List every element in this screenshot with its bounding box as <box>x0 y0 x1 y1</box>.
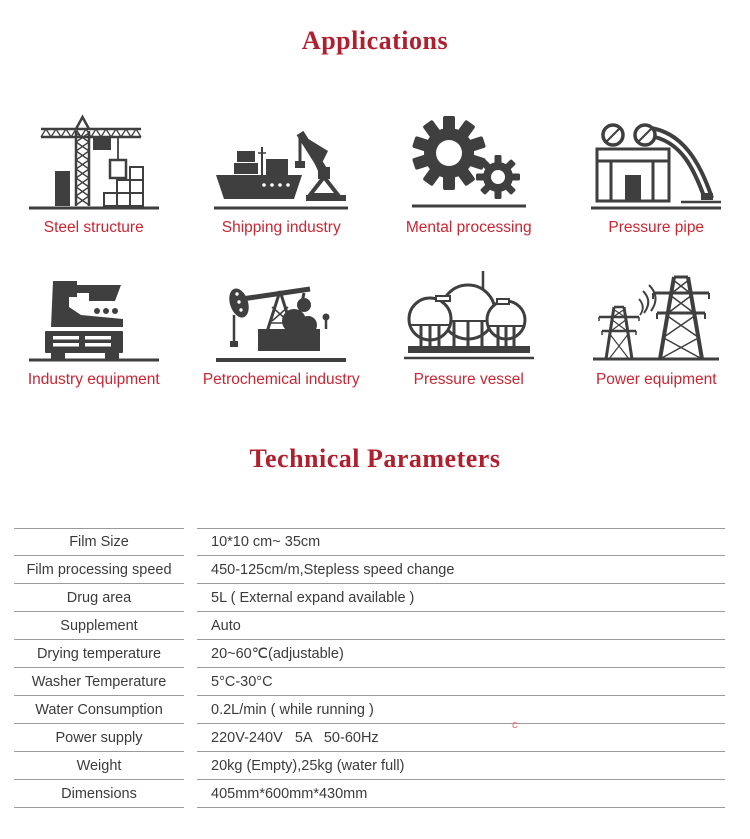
column-gap <box>184 752 197 780</box>
application-item <box>0 255 188 405</box>
pipe-building-icon <box>581 111 731 216</box>
param-name: Water Consumption <box>14 696 184 724</box>
oil-pump-jack-icon <box>206 263 356 368</box>
column-gap <box>184 724 197 752</box>
param-name: Washer Temperature <box>14 668 184 696</box>
table-row <box>14 696 725 724</box>
ship-port-crane-icon <box>206 111 356 216</box>
param-value: 0.2L/min ( while running ) <box>197 696 725 724</box>
param-value: 10*10 cm~ 35cm <box>197 528 725 556</box>
param-value: 220V-240V 5A 50-60Hz <box>197 724 725 752</box>
param-value: 20~60℃(adjustable) <box>197 640 725 668</box>
param-name: Power supply <box>14 724 184 752</box>
param-name: Drug area <box>14 584 184 612</box>
application-label: Pressure pipe <box>608 219 705 236</box>
table-row <box>14 780 725 808</box>
column-gap <box>184 584 197 612</box>
column-gap <box>184 780 197 808</box>
table-row <box>14 612 725 640</box>
param-value: 5°C-30°C <box>197 668 725 696</box>
application-label: Mental processing <box>405 219 532 236</box>
application-item <box>188 255 376 405</box>
table-row <box>14 724 725 752</box>
application-item <box>188 103 376 255</box>
param-name: Film processing speed <box>14 556 184 584</box>
param-value: 20kg (Empty),25kg (water full) <box>197 752 725 780</box>
application-label: Shipping industry <box>221 219 341 236</box>
table-row <box>14 584 725 612</box>
applications-title: Applications <box>301 26 449 55</box>
param-name: Drying temperature <box>14 640 184 668</box>
transmission-towers-icon <box>581 263 731 368</box>
param-name: Weight <box>14 752 184 780</box>
param-value: 450-125cm/m,Stepless speed change <box>197 556 725 584</box>
column-gap <box>184 556 197 584</box>
table-row <box>14 752 725 780</box>
column-gap <box>184 696 197 724</box>
application-item <box>563 255 750 405</box>
table-row <box>14 528 725 556</box>
gears-icon <box>394 111 544 216</box>
application-label: Petrochemical industry <box>202 371 360 388</box>
param-value: 405mm*600mm*430mm <box>197 780 725 808</box>
param-value: 5L ( External expand available ) <box>197 584 725 612</box>
table-row <box>14 556 725 584</box>
param-name: Dimensions <box>14 780 184 808</box>
application-item <box>375 255 563 405</box>
application-label: Pressure vessel <box>413 371 524 388</box>
param-name: Film Size <box>14 528 184 556</box>
column-gap <box>184 668 197 696</box>
application-item <box>0 103 188 255</box>
spherical-tanks-icon <box>394 263 544 368</box>
applications-grid <box>0 103 750 405</box>
column-gap <box>184 612 197 640</box>
technical-parameters-title: Technical Parameters <box>249 444 501 473</box>
column-gap <box>184 640 197 668</box>
application-item <box>375 103 563 255</box>
application-label: Industry equipment <box>27 371 160 388</box>
param-value: Auto <box>197 612 725 640</box>
tower-crane-icon <box>19 111 169 216</box>
table-row <box>14 668 725 696</box>
machine-tool-icon <box>19 263 169 368</box>
stray-mark: c <box>512 719 518 731</box>
application-item <box>563 103 750 255</box>
param-name: Supplement <box>14 612 184 640</box>
column-gap <box>184 528 197 556</box>
application-label: Power equipment <box>595 371 717 388</box>
table-row <box>14 640 725 668</box>
application-label: Steel structure <box>43 219 144 236</box>
technical-parameters-table <box>14 528 725 808</box>
